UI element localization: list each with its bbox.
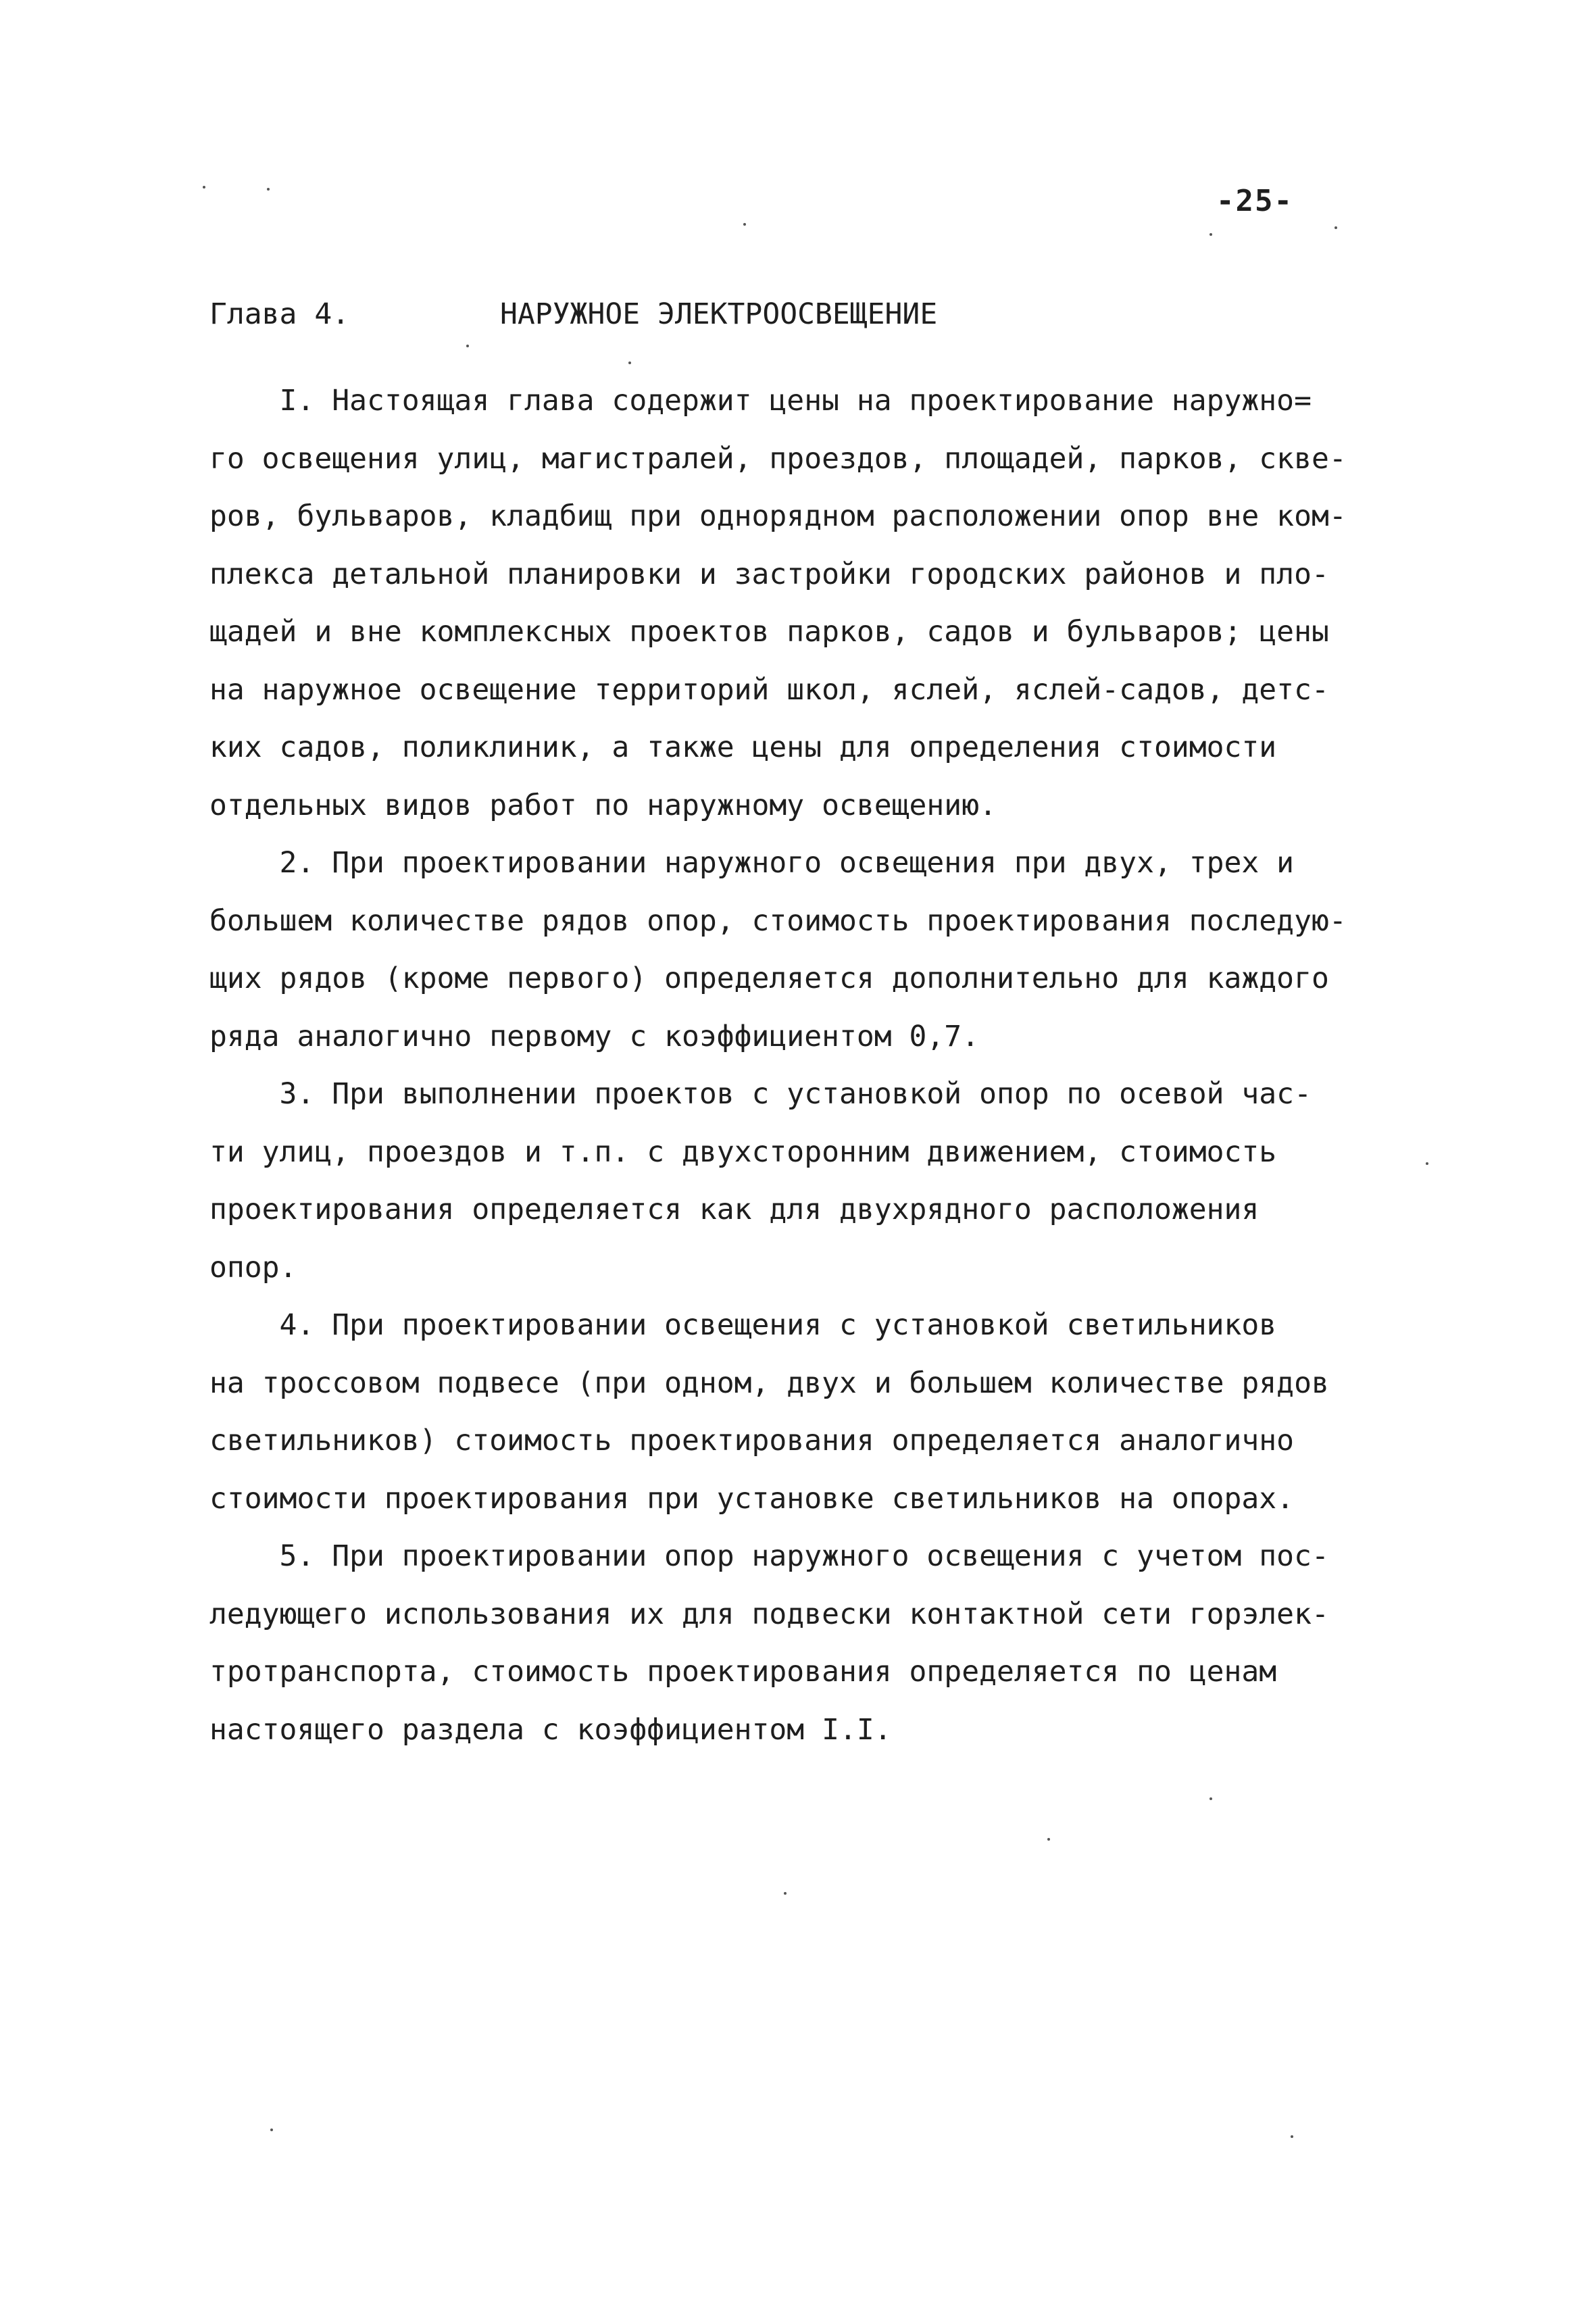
text-line: большем количестве рядов опор, стоимость проектирования последую- — [209, 904, 1347, 938]
scan-speck — [1210, 1797, 1212, 1800]
text-line: щих рядов (кроме первого) определяется дополнительно для каждого — [209, 962, 1329, 995]
scan-speck — [628, 362, 631, 364]
text-line: проектирования определяется как для двухрядного расположения — [209, 1193, 1260, 1226]
text-line: стоимости проектирования при установке светильников на опорах. — [209, 1482, 1295, 1516]
text-line: I. Настоящая глава содержит цены на проектирование наружно= — [209, 384, 1312, 418]
text-line: го освещения улиц, магистралей, проездов, площадей, парков, скве- — [209, 442, 1347, 476]
text-line: ких садов, поликлиник, а также цены для определения стоимости — [209, 730, 1277, 764]
scan-speck — [1426, 1162, 1428, 1165]
text-line: на троссовом подвесе (при одном, двух и большем количестве рядов — [209, 1366, 1329, 1400]
scan-speck — [267, 188, 270, 191]
text-line: настоящего раздела с коэффициентом I.I. — [209, 1713, 892, 1747]
scan-speck — [270, 2129, 273, 2131]
scan-speck — [1047, 1838, 1050, 1841]
text-line: отдельных видов работ по наружному освещению. — [209, 789, 997, 822]
scan-speck — [1210, 233, 1212, 236]
text-line: светильников) стоимость проектирования определяется аналогично — [209, 1424, 1295, 1458]
text-line: тротранспорта, стоимость проектирования определяется по ценам — [209, 1655, 1277, 1689]
scan-speck — [784, 1892, 787, 1895]
text-line: ров, бульваров, кладбищ при однорядном расположении опор вне ком- — [209, 499, 1347, 533]
page-number: -25- — [1216, 184, 1293, 218]
chapter-title: НАРУЖНОЕ ЭЛЕКТРООСВЕЩЕНИЕ — [500, 297, 938, 331]
text-line: ти улиц, проездов и т.п. с двухсторонним движением, стоимость — [209, 1135, 1277, 1169]
text-line: 5. При проектировании опор наружного освещения с учетом пос- — [209, 1539, 1329, 1573]
text-line: на наружное освещение территорий школ, яслей, яслей-садов, детс- — [209, 673, 1329, 707]
scan-speck — [203, 186, 205, 189]
scan-speck — [743, 223, 746, 226]
text-line: щадей и вне комплексных проектов парков, садов и бульваров; цены — [209, 615, 1329, 649]
chapter-label: Глава 4. — [209, 297, 350, 331]
scan-speck — [466, 345, 469, 347]
text-line: ледующего использования их для подвески контактной сети горэлек- — [209, 1597, 1329, 1631]
scan-speck — [1291, 2135, 1293, 2138]
text-line: опор. — [209, 1251, 297, 1285]
scan-speck — [1335, 226, 1337, 229]
text-line: плекса детальной планировки и застройки городских районов и пло- — [209, 557, 1329, 591]
text-line: 2. При проектировании наружного освещения при двух, трех и — [209, 846, 1295, 880]
text-line: ряда аналогично первому с коэффициентом 0,7. — [209, 1020, 980, 1053]
text-line: 3. При выполнении проектов с установкой опор по осевой час- — [209, 1077, 1312, 1111]
text-line: 4. При проектировании освещения с установкой светильников — [209, 1308, 1277, 1342]
